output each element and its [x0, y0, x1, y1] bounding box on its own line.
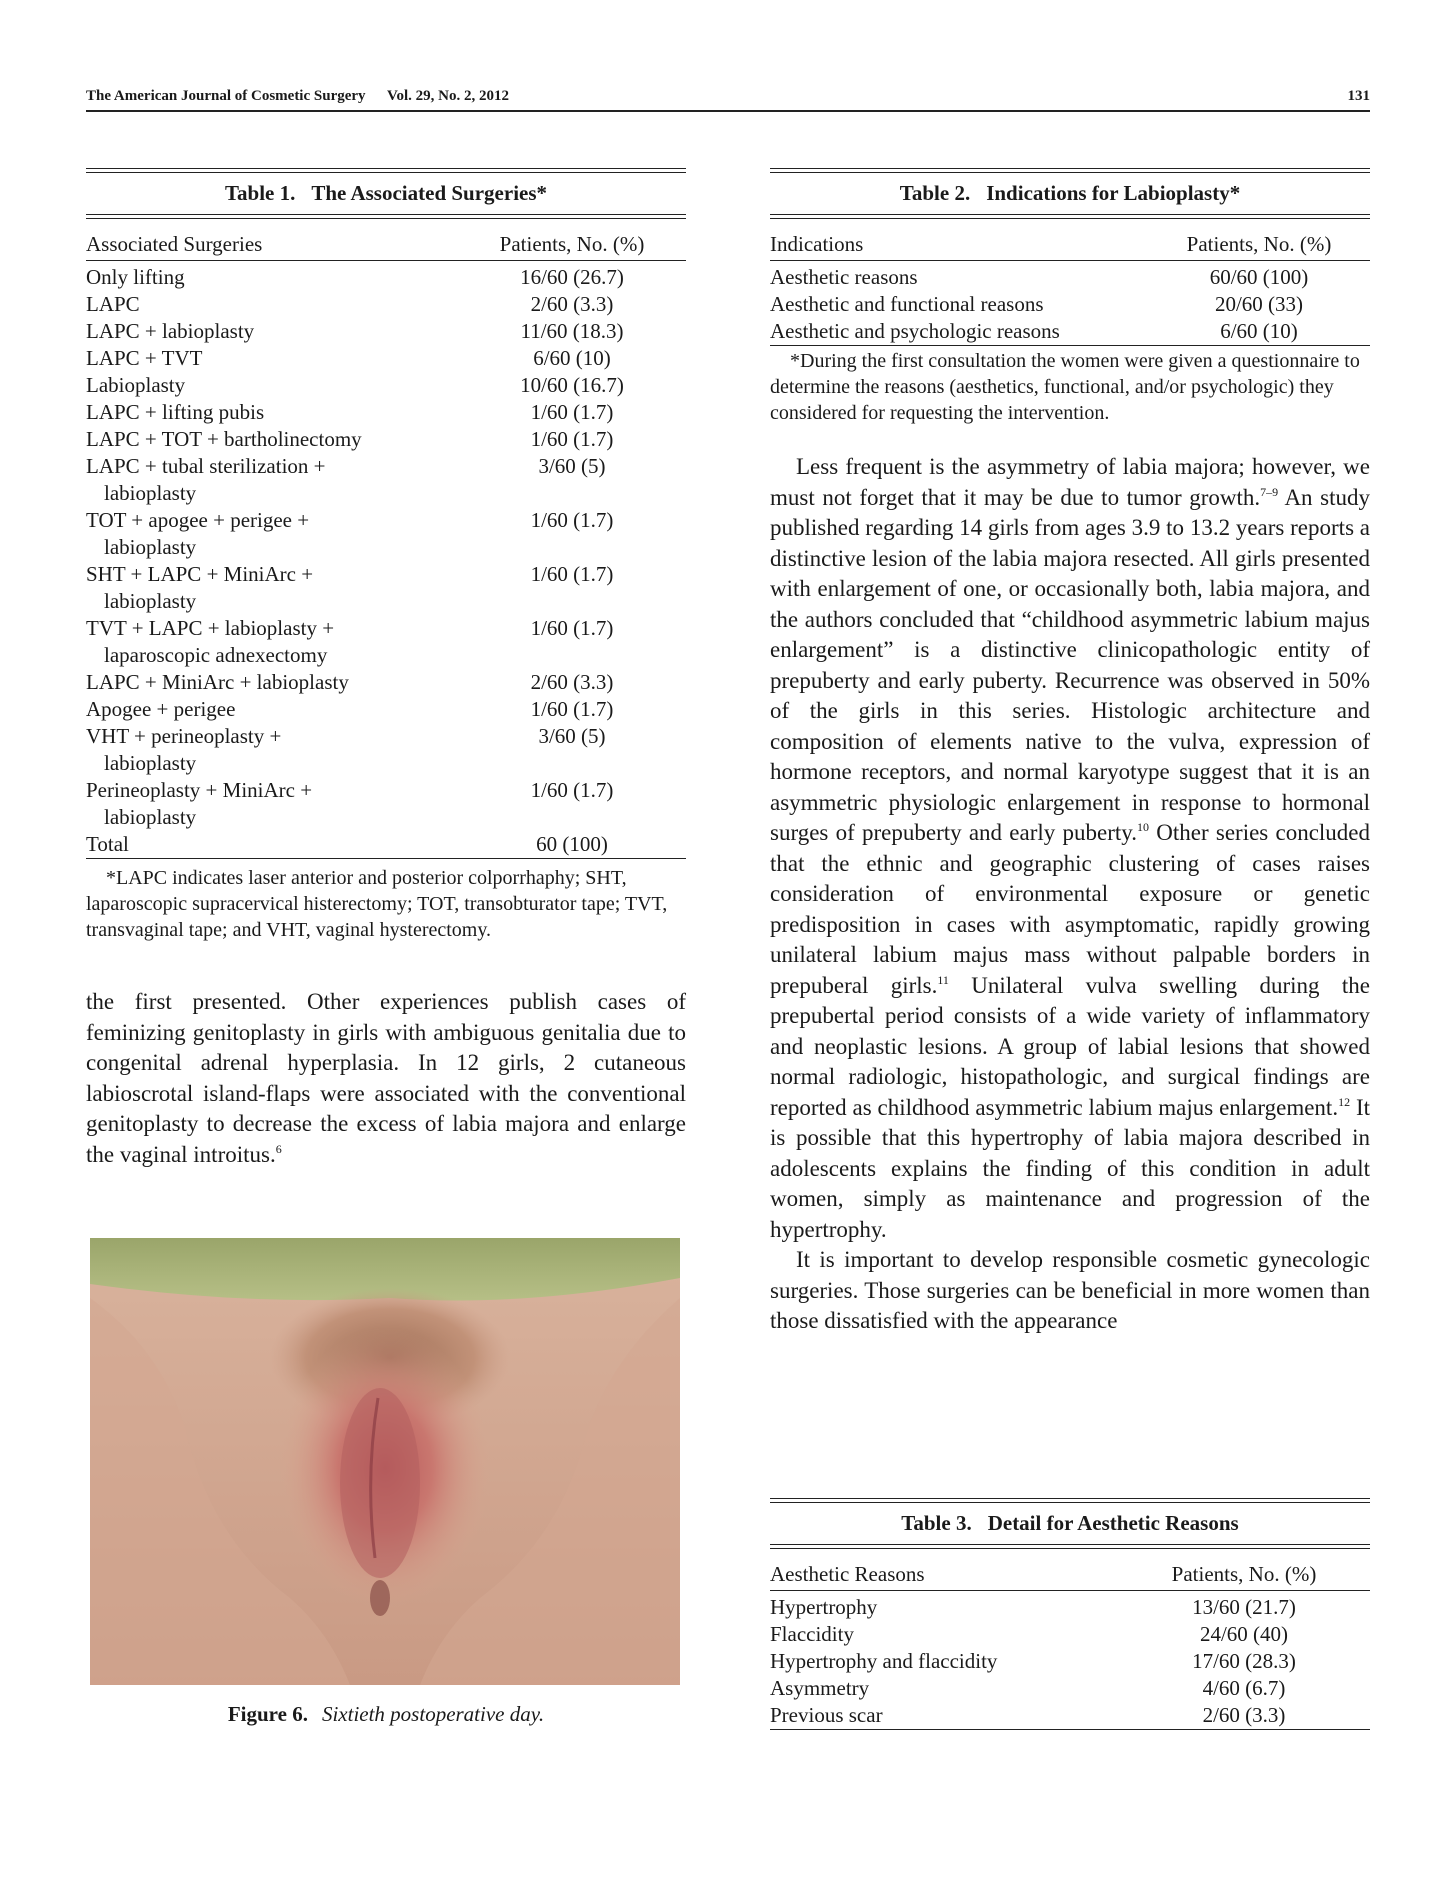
citation-ref: 10: [1137, 820, 1150, 834]
row-label: Only lifting: [86, 265, 185, 289]
row-value: 1/60 (1.7): [530, 400, 614, 424]
paragraph-text: Less frequent is the asymmetry of labia majora; however, we must not forget that it may be due to tumor growth.: [770, 454, 1370, 510]
left-column: [86, 168, 686, 1170]
row-value: 1/60 (1.7): [530, 616, 614, 640]
table-row: [86, 372, 686, 399]
row-label: TVT + LAPC + labioplasty +: [86, 616, 335, 640]
paragraph-text: An study published regarding 14 girls from ages 3.9 to 13.2 years reports a distinctive lesion of the labia majora resected. All girls presented with enlargement of one, or occasionally both, labia majora, and the authors concluded that “childhood asymmetric labium majus enlargement” is a distinctive clinicopathologic entity of prepuberty and early puberty. Recurrence was observed in 50% of the girls in this series. Histologic architecture and composition of elements native to the vulva, expression of hormone receptors, and normal karyotype suggest that it is an asymmetric physiologic enlargement in response to hormonal surges of prepuberty and early puberty.: [770, 484, 1370, 845]
row-label: labioplasty: [104, 805, 197, 829]
row-label-cell: [770, 1621, 1118, 1648]
row-label-cell: [770, 291, 1148, 318]
row-label: Perineoplasty + MiniArc +: [86, 778, 313, 802]
body-paragraph: [770, 452, 1370, 1245]
table-row: [86, 696, 686, 723]
row-label: Previous scar: [770, 1703, 883, 1727]
row-value: 17/60 (28.3): [1192, 1649, 1296, 1673]
row-label-cell: [86, 372, 458, 399]
table-row: [86, 399, 686, 426]
row-label: LAPC + TVT: [86, 346, 203, 370]
row-label-cell: [86, 345, 458, 372]
table-footnote: *During the first consultation the women were given a questionnaire to determine the reasons (aesthetics, functional, and/or psychologic) they considered for requesting the intervention.: [770, 350, 1360, 424]
row-label: Hypertrophy: [770, 1595, 878, 1619]
clinical-photo: [90, 1238, 680, 1685]
row-value: 1/60 (1.7): [530, 697, 614, 721]
journal-volume: Vol. 29, No. 2, 2012: [387, 88, 509, 104]
figure-caption: [86, 1700, 686, 1728]
table-label: Table 1.: [224, 181, 296, 205]
citation-ref: 7–9: [1260, 484, 1279, 499]
row-label-cell: [86, 561, 458, 615]
table-header-row: [86, 231, 686, 261]
row-value: 60 (100): [536, 832, 608, 856]
running-header: [86, 86, 1370, 112]
column-header: Aesthetic Reasons: [770, 1561, 1118, 1591]
row-label-cell: [86, 291, 458, 318]
row-label: Hypertrophy and flaccidity: [770, 1649, 998, 1673]
table-caption: [770, 173, 1370, 214]
table-row: [770, 1675, 1370, 1702]
table-row: [86, 723, 686, 777]
table-caption: [770, 1503, 1370, 1544]
paragraph-text: the first presented. Other experiences publish cases of feminizing genitoplasty in girls with ambiguous genitalia due to congenital adrenal hyperplasia. In 12 girls, 2 cutaneous labioscrotal island-flaps were associated with the conventional genitoplasty to decrease the excess of labia majora and enlarge the vaginal introitus.: [86, 989, 686, 1167]
row-label: LAPC + TOT + bartholinectomy: [86, 427, 362, 451]
row-label: labioplasty: [104, 481, 197, 505]
row-value: 24/60 (40): [1199, 1622, 1289, 1646]
column-header: Indications: [770, 231, 1148, 261]
table-bottom-rule: [770, 345, 1370, 346]
row-value: 3/60 (5): [538, 454, 606, 478]
row-value: 2/60 (3.3): [1202, 1703, 1286, 1727]
table-row: [86, 453, 686, 507]
data-table: [86, 231, 686, 858]
row-label-cell: [770, 1648, 1118, 1675]
table-caption-rule: [770, 214, 1370, 219]
table-caption-rule: [86, 214, 686, 219]
row-value: 2/60 (3.3): [530, 670, 614, 694]
row-label-cell: [86, 426, 458, 453]
table-row: [770, 1621, 1370, 1648]
row-label: LAPC + tubal sterilization +: [86, 454, 326, 478]
table-row: [86, 318, 686, 345]
table-title: The Associated Surgeries*: [311, 181, 548, 205]
table-row: [770, 261, 1370, 292]
table-row: [86, 507, 686, 561]
table-label: Table 3.: [901, 1511, 972, 1535]
row-label: SHT + LAPC + MiniArc +: [86, 562, 314, 586]
row-label: Total: [86, 832, 129, 856]
citation-ref: 12: [1338, 1094, 1351, 1109]
table-row: [770, 1648, 1370, 1675]
table-row: [86, 426, 686, 453]
table-row: [86, 669, 686, 696]
row-label-cell: [86, 261, 458, 292]
row-value: 10/60 (16.7): [520, 373, 624, 397]
row-label-cell: [86, 696, 458, 723]
row-value: 13/60 (21.7): [1192, 1595, 1296, 1619]
row-label-cell: [770, 1702, 1118, 1729]
table-row: [770, 291, 1370, 318]
table-caption: [86, 173, 686, 214]
row-label-cell: [86, 399, 458, 426]
row-label: LAPC + lifting pubis: [86, 400, 265, 424]
citation-ref: 6: [275, 1141, 282, 1156]
row-label: Flaccidity: [770, 1622, 854, 1646]
row-value: 11/60 (18.3): [520, 319, 624, 343]
row-value: 16/60 (26.7): [520, 265, 624, 289]
table-row: [86, 261, 686, 292]
row-label-cell: [86, 831, 458, 858]
row-label: Apogee + perigee: [86, 697, 236, 721]
data-table: [770, 231, 1370, 345]
column-header: Associated Surgeries: [86, 231, 458, 261]
table-row: [86, 831, 686, 858]
row-label-cell: [86, 777, 458, 831]
row-label: LAPC + MiniArc + labioplasty: [86, 670, 349, 694]
row-value: 6/60 (10): [533, 346, 611, 370]
row-value: 2/60 (3.3): [530, 292, 614, 316]
figure-6-photo: [90, 1238, 680, 1685]
row-label-cell: [770, 1675, 1118, 1702]
figure-caption-text: Sixtieth postoperative day.: [321, 1702, 545, 1726]
table-2: [770, 168, 1370, 426]
row-label-cell: [770, 1591, 1118, 1622]
table-row: [86, 561, 686, 615]
table-bottom-rule: [770, 1729, 1370, 1730]
row-label: labioplasty: [104, 535, 197, 559]
row-label: Aesthetic and functional reasons: [770, 292, 1044, 316]
page-number: 131: [1347, 88, 1370, 104]
row-label-cell: [86, 723, 458, 777]
column-header: Patients, No. (%): [1118, 1561, 1370, 1591]
row-label-cell: [770, 261, 1148, 292]
table-label: Table 2.: [899, 181, 971, 205]
table-row: [770, 318, 1370, 345]
row-label: labioplasty: [104, 751, 197, 775]
table-row: [86, 345, 686, 372]
journal-name: The American Journal of Cosmetic Surgery: [86, 88, 366, 104]
column-header: Patients, No. (%): [458, 231, 686, 261]
body-paragraph: [86, 987, 686, 1170]
table-row: [86, 777, 686, 831]
row-value: 3/60 (5): [538, 724, 606, 748]
table-header-row: [770, 231, 1370, 261]
row-label: Aesthetic and psychologic reasons: [770, 319, 1060, 343]
table-3: [770, 1498, 1370, 1730]
row-label: laparoscopic adnexectomy: [104, 643, 328, 667]
row-label: TOT + apogee + perigee +: [86, 508, 310, 532]
table-row: [86, 615, 686, 669]
row-label: Aesthetic reasons: [770, 265, 918, 289]
row-value: 1/60 (1.7): [530, 427, 614, 451]
paragraph-text: It is important to develop responsible cosmetic gynecologic surgeries. Those surgeries can be beneficial in more women than those dissatisfied with the appearance: [770, 1247, 1370, 1333]
row-label: Asymmetry: [770, 1676, 870, 1700]
row-label: Labioplasty: [86, 373, 186, 397]
row-label-cell: [86, 507, 458, 561]
row-label: labioplasty: [104, 589, 197, 613]
row-label: LAPC: [86, 292, 140, 316]
table-row: [770, 1591, 1370, 1622]
row-label-cell: [86, 318, 458, 345]
body-text-block: [770, 452, 1370, 1337]
row-label-cell: [86, 669, 458, 696]
row-value: 6/60 (10): [1220, 319, 1298, 343]
row-label-cell: [86, 453, 458, 507]
data-table: [770, 1561, 1370, 1729]
figure-label: Figure 6.: [227, 1702, 308, 1726]
table-caption-rule: [770, 1544, 1370, 1549]
row-label: LAPC + labioplasty: [86, 319, 255, 343]
right-column: [770, 168, 1370, 1727]
table-title: Detail for Aesthetic Reasons: [987, 1511, 1239, 1535]
row-value: 4/60 (6.7): [1202, 1676, 1286, 1700]
paragraph-text: Other series concluded that the ethnic and geographic clustering of cases raises consideration of environmental exposure or genetic predisposition in cases with asymptomatic, rapidly growing unilateral labium majus mass without palpable borders in prepuberal girls.: [770, 820, 1370, 998]
row-value: 60/60 (100): [1209, 265, 1309, 289]
table-bottom-rule: [86, 858, 686, 859]
table-title: Indications for Labioplasty*: [986, 181, 1241, 205]
paragraph-text: It is possible that this hypertrophy of labia majora described in adolescents explains the finding of this condition in adult women, simply as maintenance and progression of the hypertrophy.: [770, 1094, 1370, 1242]
citation-ref: 11: [937, 972, 949, 987]
row-value: 1/60 (1.7): [530, 508, 614, 532]
table-row: [86, 291, 686, 318]
row-value: 1/60 (1.7): [530, 778, 614, 802]
body-paragraph: [770, 1245, 1370, 1337]
table-header-row: [770, 1561, 1370, 1591]
row-label-cell: [770, 318, 1148, 345]
row-label: VHT + perineoplasty +: [86, 724, 282, 748]
table-footnote: *LAPC indicates laser anterior and posterior colporrhaphy; SHT, laparoscopic supracervical histerectomy; TOT, transobturator tape; TVT, transvaginal tape; and VHT, vaginal hysterectomy.: [86, 867, 668, 941]
row-value: 20/60 (33): [1214, 292, 1304, 316]
row-value: 1/60 (1.7): [530, 562, 614, 586]
paragraph-text: Unilateral vulva swelling during the prepubertal period consists of a wide variety of inflammatory and neoplastic lesions. A group of labial lesions that showed normal radiologic, histopathologic, and surgical findings are reported as childhood asymmetric labium majus enlargement.: [770, 972, 1370, 1120]
column-header: Patients, No. (%): [1148, 231, 1370, 261]
table-1: [86, 168, 686, 943]
row-label-cell: [86, 615, 458, 669]
table-row: [770, 1702, 1370, 1729]
